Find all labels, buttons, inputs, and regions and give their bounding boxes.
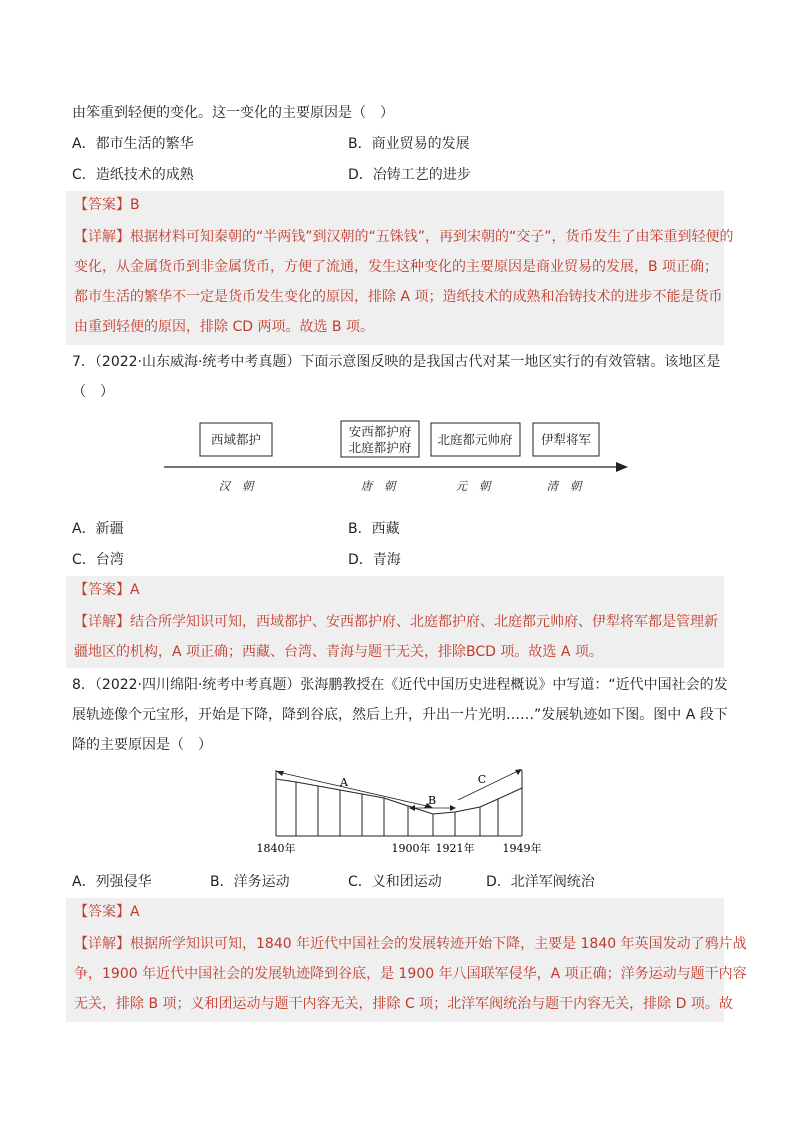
q7-detail-line-2: 疆地区的机构，A 项正确；西藏、台湾、青海与题干无关，排除BCD 项。故选 A 项。 <box>74 644 603 660</box>
q6-answer-line <box>74 195 140 215</box>
q6-option-c: C．造纸技术的成熟 <box>72 167 194 183</box>
q8-stem-line-3: 降的主要原因是（ ） <box>72 737 212 753</box>
q6-option-a: A．都市生活的繁华 <box>72 136 194 152</box>
arrowhead <box>409 805 415 811</box>
q8-answer-box <box>66 898 747 1022</box>
q8-option-c: C．义和团运动 <box>348 874 442 890</box>
q6-detail-text: 根据材料可知秦朝的“半两钱”到汉朝的“五铢钱”，再到宋朝的“交子”，货币发生了由笨重到轻便的 <box>130 229 734 245</box>
timeline-box-label: 安西都护府 <box>348 424 412 439</box>
q8-yuanbao-chart <box>248 762 548 858</box>
timeline-arrow <box>616 462 628 472</box>
q8-detail-line-2: 争，1900 年近代中国社会的发展轨迹降到谷底，是 1900 年八国联军侵华，A 项正确；洋务运动与题干内容 <box>74 966 747 982</box>
q8-option-d: D．北洋军阀统治 <box>486 874 595 890</box>
detail-tag: 【详解】 <box>74 229 130 245</box>
q7-option-b: B．西藏 <box>348 521 400 537</box>
q6-detail-line-1 <box>74 227 734 247</box>
era-label: 元 朝 <box>455 479 495 493</box>
segment-label-b: B <box>427 794 437 807</box>
answer-tag: 【答案】 <box>74 582 130 598</box>
timeline-box-label: 西域都护 <box>210 432 262 447</box>
q6-detail-line-2: 变化，从金属货币到非金属货币，方便了流通，发生这种变化的主要原因是商业贸易的发展，B 项正确； <box>74 259 719 275</box>
q7-option-a: A．新疆 <box>72 521 124 537</box>
segment-label-a: A <box>340 776 348 789</box>
q8-option-a: A．列强侵华 <box>72 874 152 890</box>
era-label: 汉 朝 <box>218 479 258 493</box>
q7-answer: A <box>130 582 140 598</box>
q7-timeline-diagram <box>150 415 640 500</box>
year-label: 1840年 <box>256 842 296 855</box>
segment-c-arrow <box>458 770 520 800</box>
timeline-box-label: 北庭都元帅府 <box>437 432 513 447</box>
q8-option-b: B．洋务运动 <box>210 874 290 890</box>
q7-detail-text: 结合所学知识可知，西域都护、安西都护府、北庭都护府、北庭都元帅府、伊犁将军都是管理新 <box>130 614 718 630</box>
q8-answer-line <box>74 902 140 922</box>
arrowhead <box>276 771 284 776</box>
q8-answer: A <box>130 904 140 920</box>
year-label: 1900年 <box>391 842 431 855</box>
q6-answer-box <box>66 191 734 345</box>
q6-detail-line-4: 由重到轻便的原因，排除 CD 两项。故选 B 项。 <box>74 319 374 335</box>
year-label: 1949年 <box>502 842 542 855</box>
q6-stem: 由笨重到轻便的变化。这一变化的主要原因是（ ） <box>72 105 394 121</box>
q6-option-b: B．商业贸易的发展 <box>348 136 470 152</box>
arrowhead <box>450 805 456 811</box>
q7-stem-line-1: 7．（2022·山东威海·统考中考真题）下面示意图反映的是我国古代对某一地区实行的有效管辖。该地区是 <box>72 354 721 370</box>
detail-tag: 【详解】 <box>74 614 130 630</box>
q8-detail-text: 根据所学知识可知，1840 年近代中国社会的发展转迹开始下降，主要是 1840 年英国发动了鸦片战 <box>130 936 747 952</box>
timeline-box-label: 北庭都护府 <box>348 440 412 455</box>
q6-answer: B <box>130 197 140 213</box>
q6-option-d: D．冶铸工艺的进步 <box>348 167 471 183</box>
q7-stem-line-2: （ ） <box>72 384 114 400</box>
detail-tag: 【详解】 <box>74 936 130 952</box>
q8-detail-line-1 <box>74 934 747 954</box>
q8-stem-line-2: 展轨迹像个元宝形，开始是下降，降到谷底，然后上升，升出一片光明……”发展轨迹如下图。图中 A 段下 <box>72 707 728 723</box>
q7-answer-line <box>74 580 140 600</box>
q8-stem-line-1: 8．（2022·四川绵阳·统考中考真题）张海鹏教授在《近代中国历史进程概说》中写道：“近代中国社会的发 <box>72 677 728 693</box>
segment-a-arrow <box>278 772 431 807</box>
answer-tag: 【答案】 <box>74 197 130 213</box>
segment-label-c: C <box>477 773 487 786</box>
timeline-box-label: 伊犁将军 <box>540 432 592 447</box>
q7-option-c: C．台湾 <box>72 552 124 568</box>
q7-detail-line-1 <box>74 612 718 632</box>
era-label: 清 朝 <box>546 479 586 493</box>
q7-option-d: D．青海 <box>348 552 401 568</box>
q7-answer-box <box>66 576 724 668</box>
q8-detail-line-3: 无关，排除 B 项；义和团运动与题干内容无关，排除 C 项；北洋军阀统治与题干内容无关，排除 D 项。故 <box>74 996 733 1012</box>
era-label: 唐 朝 <box>360 479 400 493</box>
answer-tag: 【答案】 <box>74 904 130 920</box>
q6-detail-line-3: 都市生活的繁华不一定是货币发生变化的原因，排除 A 项；造纸技术的成熟和冶铸技术的进步不能是货币 <box>74 289 723 305</box>
year-label: 1921年 <box>435 842 475 855</box>
